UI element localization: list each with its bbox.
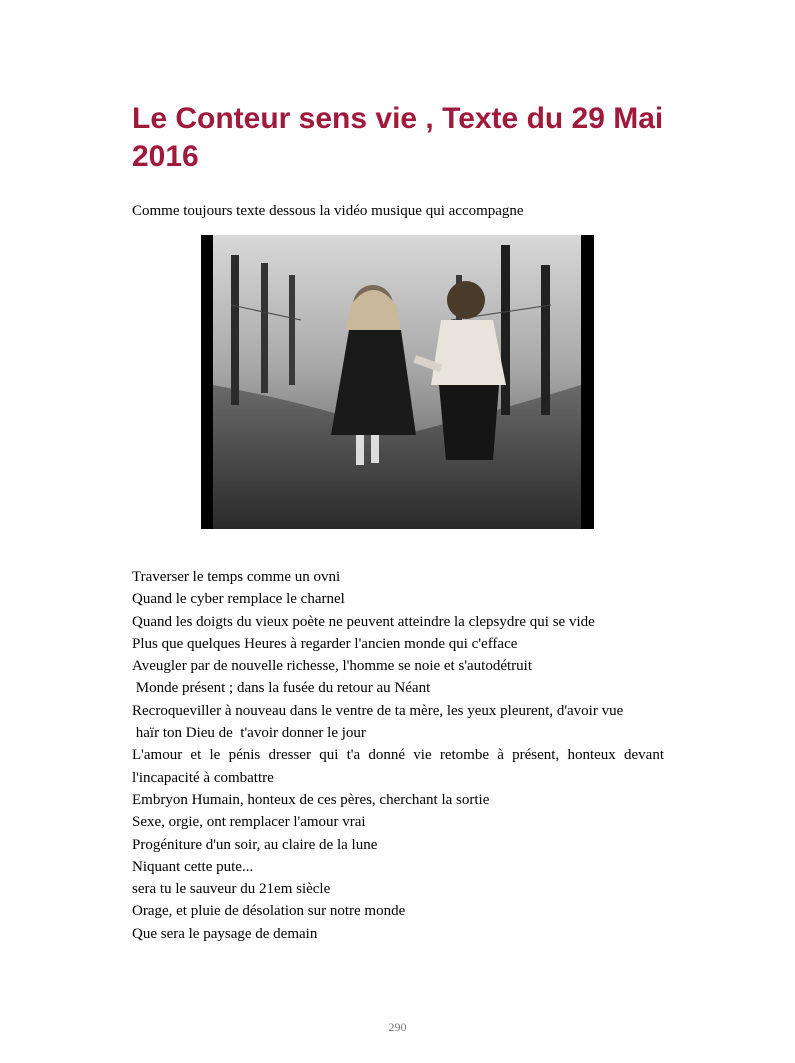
poem-line: Sexe, orgie, ont remplacer l'amour vrai: [132, 814, 366, 831]
page-number: 290: [388, 1020, 407, 1034]
poem-line: L'amour et le pénis dresser qui t'a donné vie retombe à présent, honteux devant l'incapacité à combattre: [132, 747, 668, 786]
poem-line: Traverser le temps comme un ovni: [132, 569, 341, 585]
poem-line: Progéniture d'un soir, au claire de la lune: [132, 836, 378, 853]
poem-line: Embryon Humain, honteux de ces pères, cherchant la sortie: [132, 791, 490, 808]
poem-line: Monde présent ; dans la fusée du retour au Néant: [132, 680, 431, 697]
poem-line: Orage, et pluie de désolation sur notre monde: [132, 903, 406, 920]
poem-line: sera tu le sauveur du 21em siècle: [132, 881, 331, 898]
poem-line: Plus que quelques Heures à regarder l'ancien monde qui c'efface: [132, 635, 518, 652]
photo: [201, 235, 594, 529]
page-title: Le Conteur sens vie , Texte du 29 Mai 2016: [132, 102, 664, 173]
poem-line: haïr ton Dieu de t'avoir donner le jour: [132, 725, 366, 742]
poem: [132, 566, 668, 945]
poem-line: Quand les doigts du vieux poète ne peuvent atteindre la clepsydre qui se vide: [132, 613, 595, 630]
poem-line: Quand le cyber remplace le charnel: [132, 591, 345, 608]
children-walking-photo-icon: [201, 235, 594, 529]
poem-line: Niquant cette pute...: [132, 858, 254, 875]
poem-line: Que sera le paysage de demain: [132, 925, 318, 942]
intro-text: Comme toujours texte dessous la vidéo musique qui accompagne: [132, 203, 524, 219]
poem-line: Recroqueviller à nouveau dans le ventre de ta mère, les yeux pleurent, d'avoir vue: [132, 702, 624, 719]
poem-line: Aveugler par de nouvelle richesse, l'homme se noie et s'autodétruit: [132, 658, 532, 675]
